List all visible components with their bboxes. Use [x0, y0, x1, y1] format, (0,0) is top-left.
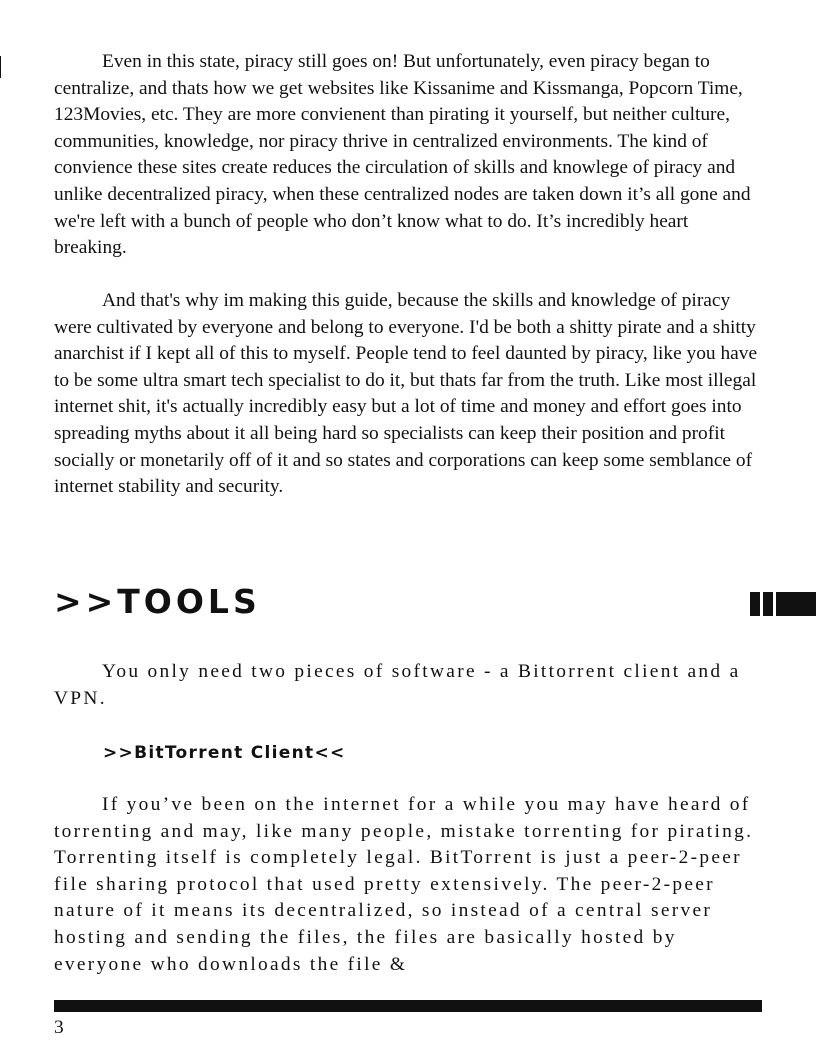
- decoration-bar: [776, 592, 816, 616]
- decoration-bar: [750, 592, 760, 616]
- bittorrent-body-paragraph: [54, 792, 769, 978]
- page-number: 3: [54, 1017, 64, 1038]
- subheading-bittorrent-client: >>BitTorrent Client<<: [103, 743, 346, 763]
- body-paragraph-1: [54, 49, 764, 262]
- margin-tick: [0, 56, 1, 78]
- tools-intro-text: You only need two pieces of software - a Bittorrent client and a VPN.: [54, 661, 741, 709]
- section-heading-tools: >>TOOLS: [54, 582, 261, 621]
- footer-rule: [54, 1000, 762, 1012]
- body-paragraph-1-text: Even in this state, piracy still goes on! But unfortunately, even piracy began to centralize, and thats how we get websites like Kissanime and Kissmanga, Popcorn Time, 123Movies, etc. They are more convienent than pirating it yourself, but neither culture, communities, knowledge, nor piracy thrive in centralized environments. The kind of convience these sites create reduces the circulation of skills and knowlege of piracy and unlike decentralized piracy, when these centralized nodes are taken down it’s all gone and we're left with a bunch of people who don’t know what to do. It’s incredibly heart breaking.: [54, 51, 751, 259]
- tools-intro-paragraph: [54, 659, 769, 712]
- decoration-bar: [763, 592, 773, 616]
- body-paragraph-2-text: And that's why im making this guide, because the skills and knowledge of piracy were cultivated by everyone and belong to everyone. I'd be both a shitty pirate and a shitty anarchist if I kept all of this to myself. People tend to feel daunted by piracy, like you have to be some ultra smart tech specialist to do it, but thats far from the truth. Like most illegal internet shit, it's actually incredibly easy but a lot of time and money and effort goes into spreading myths about it all being hard so specialists can keep their position and profit socially or monetarily off of it and so states and corporations can keep some semblance of internet stability and security.: [54, 290, 758, 498]
- heading-decoration-bars: [750, 592, 816, 616]
- bittorrent-body-text: If you’ve been on the internet for a while you may have heard of torrenting and may, like many people, mistake torrenting for pirating. Torrenting itself is completely legal. BitTorrent is just a peer-2-peer file sharing protocol that used pretty extensively. The peer-2-peer nature of it means its decentralized, so instead of a central server hosting and sending the files, the files are basically hosted by everyone who downloads the file &: [54, 794, 754, 975]
- body-paragraph-2: [54, 288, 764, 501]
